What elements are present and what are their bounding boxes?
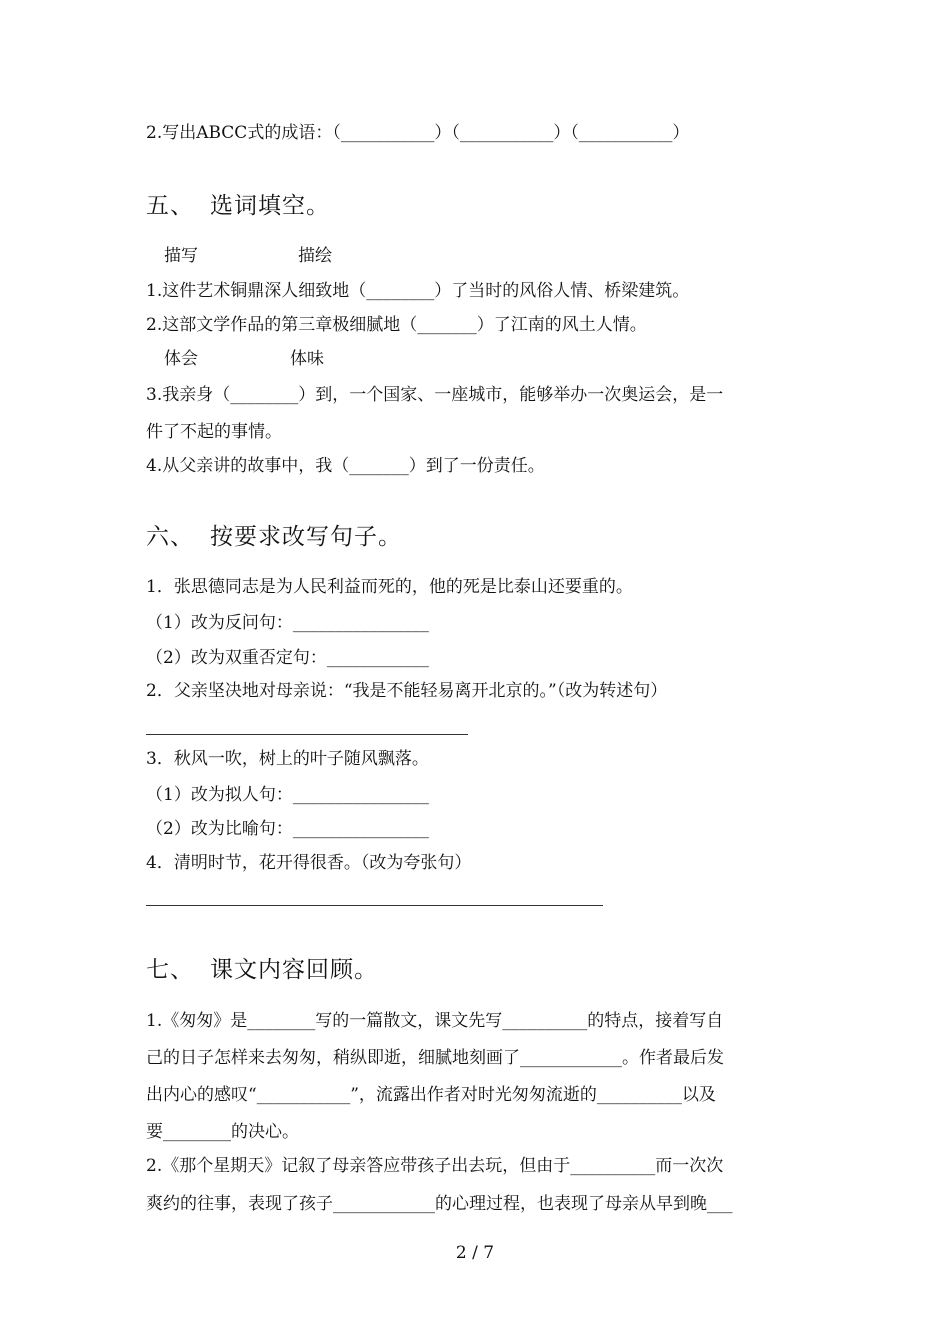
section-7-title: 课文内容回顾。: [210, 957, 378, 983]
section-7-number: 七、: [146, 957, 194, 983]
section-5-question-3-line-1: 3.我亲身（________）到，一个国家、一座城市，能够举办一次奥运会，是一: [146, 385, 724, 405]
section-6-question-1-part-2: （2）改为双重否定句：____________: [146, 648, 429, 668]
section-6-question-3-part-1: （1）改为拟人句：________________: [146, 785, 429, 805]
section-6-question-4: 4．清明时节，花开得很香。（改为夸张句）: [146, 853, 472, 873]
page-number: 2 / 7: [455, 1243, 495, 1263]
word-choice-tihui: 体会: [164, 349, 198, 369]
word-choice-tiwei: 体味: [290, 349, 324, 369]
section-7-heading: [146, 956, 378, 984]
section-7-paragraph-2-line-1: 2.《那个星期天》记叙了母亲答应带孩子出去玩，但由于__________而一次次: [146, 1156, 724, 1176]
section-6-heading: [146, 523, 402, 551]
answer-line-question-4: [146, 905, 603, 906]
section-5-question-1: 1.这件艺术铜鼎深人细致地（________）了当时的风俗人情、桥梁建筑。: [146, 281, 690, 301]
section-6-question-3: 3．秋风一吹，树上的叶子随风飘落。: [146, 749, 429, 769]
section-7-paragraph-1-line-1: 1.《匆匆》是________写的一篇散文，课文先写__________的特点，接着写自: [146, 1011, 724, 1031]
section-7-paragraph-1-line-3: 出内心的感叹“___________”，流露出作者对时光匆匆流逝的__________以及: [146, 1085, 716, 1105]
section-7-paragraph-1-line-2: 己的日子怎样来去匆匆，稍纵即逝，细腻地刻画了____________。作者最后发: [146, 1048, 724, 1068]
section-7-paragraph-2-line-2: 爽约的往事，表现了孩子____________的心理过程，也表现了母亲从早到晚___: [146, 1194, 733, 1214]
section-5-number: 五、: [146, 193, 194, 219]
word-choice-miaohui: 描绘: [298, 246, 332, 266]
section-6-number: 六、: [146, 524, 194, 550]
section-6-question-1: 1．张思德同志是为人民利益而死的，他的死是比泰山还要重的。: [146, 577, 633, 597]
section-5-question-3-line-2: 件了不起的事情。: [146, 422, 282, 442]
section-6-question-2: 2．父亲坚决地对母亲说：“我是不能轻易离开北京的。”（改为转述句）: [146, 681, 668, 701]
section-7-paragraph-1-line-4: 要________的决心。: [146, 1122, 299, 1142]
word-choice-miaoxie: 描写: [164, 246, 198, 266]
question-abcc-idioms: 2.写出ABCC式的成语：（___________）（___________）（___________）: [146, 123, 690, 143]
section-6-question-3-part-2: （2）改为比喻句：________________: [146, 819, 429, 839]
section-6-title: 按要求改写句子。: [210, 524, 402, 550]
section-5-title: 选词填空。: [210, 193, 330, 219]
section-6-question-1-part-1: （1）改为反问句：________________: [146, 613, 429, 633]
answer-line-question-2: [146, 734, 468, 735]
section-5-question-2: 2.这部文学作品的第三章极细腻地（_______）了江南的风土人情。: [146, 315, 647, 335]
section-5-heading: [146, 192, 330, 220]
section-5-question-4: 4.从父亲讲的故事中，我（_______）到了一份责任。: [146, 456, 545, 476]
